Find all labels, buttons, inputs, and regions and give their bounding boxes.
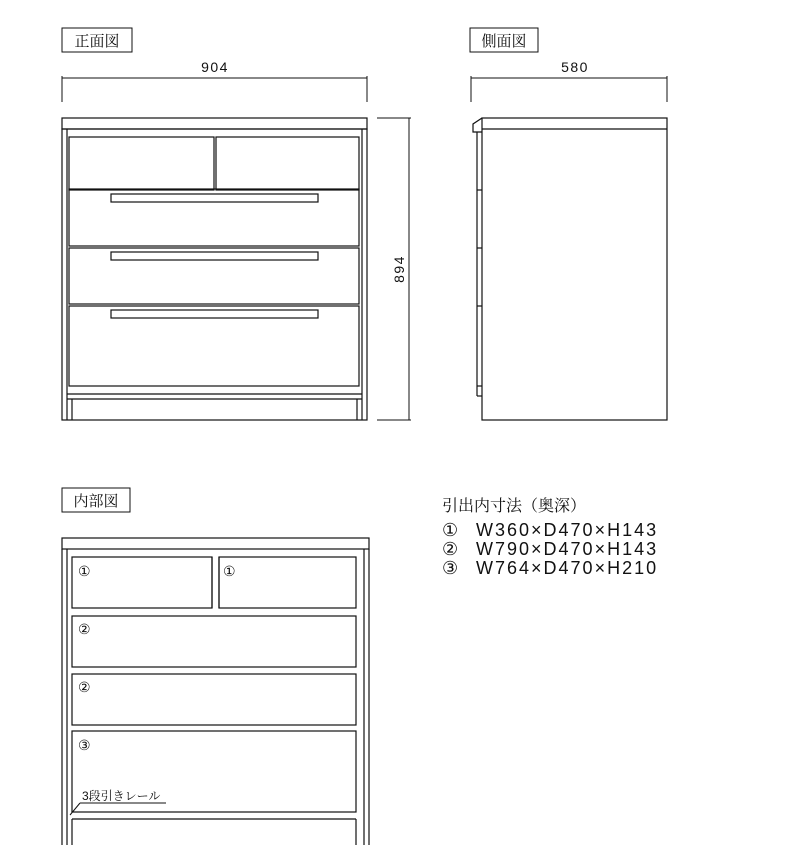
interior-label-1-left: ① [78, 563, 91, 579]
interior-view [62, 488, 369, 845]
front-top-board [62, 118, 367, 129]
front-drawer-2 [69, 189, 359, 246]
interior-label-1-right: ① [223, 563, 236, 579]
spec-row-3-text: W764×D470×H210 [476, 558, 659, 578]
spec-row-2 [442, 540, 792, 559]
front-drawer-top-right [216, 137, 359, 190]
spec-row-3 [442, 559, 792, 578]
spec-row-2-mark: ② [442, 539, 461, 559]
depth-dimension-value: 580 [561, 59, 589, 75]
side-view-title: 側面図 [481, 33, 527, 50]
front-view-title: 正面図 [74, 33, 120, 50]
interior-label-2a: ② [78, 621, 91, 637]
drawer-inner-dimensions [442, 497, 792, 578]
front-drawer-3-handle [111, 252, 318, 260]
side-top-overhang [473, 118, 482, 132]
width-dimension-value: 904 [201, 59, 229, 75]
interior-top-board [62, 538, 369, 549]
side-view [470, 28, 667, 420]
interior-drawer-2a [72, 616, 356, 667]
side-body [482, 118, 667, 420]
spec-row-1 [442, 521, 792, 540]
rail-note: 3段引きレール [82, 789, 161, 803]
spec-title: 引出内寸法（奥深） [442, 498, 587, 515]
interior-label-2b: ② [78, 679, 91, 695]
interior-label-3: ③ [78, 737, 91, 753]
interior-drawer-1-left [72, 557, 212, 608]
spec-row-1-mark: ① [442, 520, 461, 540]
spec-row-1-text: W360×D470×H143 [476, 520, 659, 540]
height-dimension-value: 894 [391, 255, 407, 283]
interior-drawer-2b [72, 674, 356, 725]
spec-row-2-text: W790×D470×H143 [476, 539, 659, 559]
spec-row-3-mark: ③ [442, 558, 461, 578]
front-drawer-2-handle [111, 194, 318, 202]
interior-view-title: 内部図 [73, 493, 119, 510]
front-drawer-top-left [69, 137, 214, 190]
front-drawer-3 [69, 248, 359, 304]
interior-drawer-1-right [219, 557, 356, 608]
front-drawer-4-handle [111, 310, 318, 318]
front-view [62, 28, 411, 420]
